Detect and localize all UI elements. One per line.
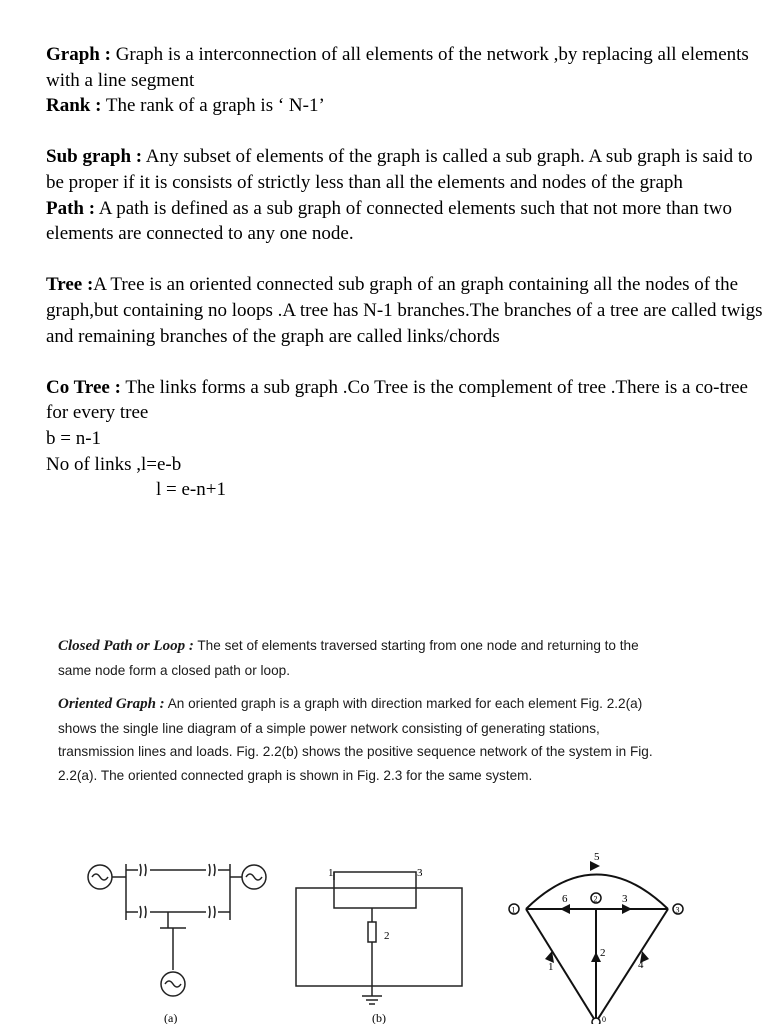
edge-label-5: 5 — [594, 851, 600, 863]
term-path: Path : — [46, 197, 96, 219]
edge-1 — [526, 909, 596, 1022]
edge-5 — [526, 875, 668, 910]
edge-label-1: 1 — [548, 961, 554, 973]
figure-oriented-graph — [502, 846, 692, 1024]
graph-text: Graph is a interconnection of all elements of the network ,by replacing all elements with a line segment — [46, 44, 749, 91]
tree-definition — [46, 272, 768, 349]
node-label-0: 0 — [602, 1015, 606, 1024]
path-definition — [46, 196, 768, 247]
fig-b-label-1: 1 — [328, 867, 334, 879]
term-tree: Tree : — [46, 274, 94, 296]
loop-definition — [58, 634, 658, 682]
definitions-text — [46, 42, 768, 503]
cotree-definition — [46, 375, 768, 426]
edge-label-3: 3 — [622, 893, 628, 905]
cotree-text: The links forms a sub graph .Co Tree is the complement of tree .There is a co-tree for every tree — [46, 376, 748, 424]
scanned-excerpt — [58, 634, 658, 788]
oriented-graph-definition — [58, 692, 658, 787]
term-rank: Rank : — [46, 95, 102, 117]
fig-b-label-3: 3 — [417, 867, 423, 879]
node-label-1: 1 — [511, 905, 516, 915]
edge-label-2: 2 — [600, 947, 606, 959]
path-text: A path is defined as a sub graph of connected elements such that not more than two elements are connected to any one node. — [46, 197, 732, 245]
node-label-2: 2 — [593, 894, 598, 904]
oriented-text: An oriented graph is a graph with direction marked for each element Fig. 2.2(a) shows the single line diagram of a simple power network consisting of generating stations, transmission lines and loads. Fig. 2.2(b) shows the positive sequence network of the system in Fig. 2.2(a). The oriented connected graph is shown in Fig. 2.3 for the same system. — [58, 696, 653, 783]
figure-positive-sequence-network — [290, 860, 470, 1024]
formula-branches: b = n-1 — [46, 427, 102, 449]
tree-text: A Tree is an oriented connected sub graph of an graph containing all the nodes of the graph,but containing no loops .A tree has N-1 branches.The branches of a tree are called twigs and remaining branches of the graph are called links/chords — [46, 274, 763, 347]
term-oriented-graph: Oriented Graph : — [58, 696, 165, 713]
term-subgraph: Sub graph : — [46, 146, 143, 168]
node-0 — [592, 1018, 600, 1024]
edge-4 — [596, 909, 668, 1022]
edge-label-6: 6 — [562, 893, 568, 905]
rank-text: The rank of a graph is ‘ N-1’ — [101, 95, 325, 117]
rank-definition — [46, 93, 768, 119]
formula-links: No of links ,l=e-b — [46, 453, 182, 475]
fig-a-caption: (a) — [164, 1011, 178, 1024]
fig-b-caption: (b) — [372, 1011, 386, 1024]
term-cotree: Co Tree : — [46, 376, 121, 398]
term-graph: Graph : — [46, 44, 111, 65]
term-loop: Closed Path or Loop : — [58, 638, 194, 654]
subgraph-text: Any subset of elements of the graph is called a sub graph. A sub graph is said to be proper if it is consists of strictly less than all the elements and nodes of the graph — [46, 146, 753, 193]
formula-links-expanded: l = e-n+1 — [156, 479, 226, 501]
graph-definition — [46, 42, 768, 93]
fig-b-label-2: 2 — [384, 930, 390, 942]
subgraph-definition — [46, 144, 768, 195]
node-label-3: 3 — [675, 905, 680, 915]
edge-label-4: 4 — [638, 959, 644, 971]
figure-single-line-diagram — [78, 850, 278, 1024]
loop-text: The set of elements traversed starting from one node and returning to the same node form a closed path or loop. — [58, 638, 639, 678]
